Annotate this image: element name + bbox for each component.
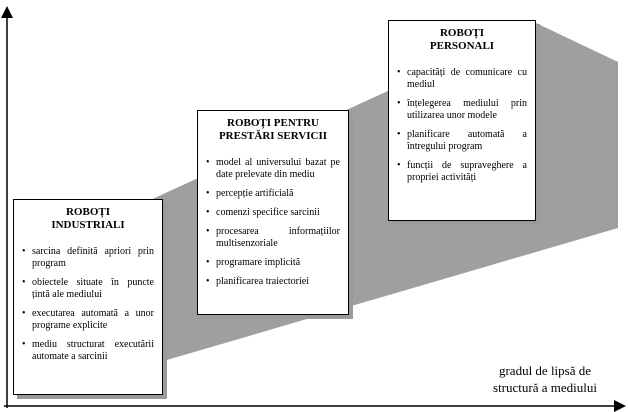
box-personal-robots [388, 20, 536, 221]
list-item: • funcții de supraveghere a propriei activități [397, 160, 527, 184]
list-item: • percepție artificială [206, 188, 340, 200]
list-item: • sarcina definită apriori prin program [22, 246, 154, 270]
box-industrial-robots [13, 199, 163, 395]
list-item: • programare implicită [206, 257, 340, 269]
list-item: • executarea automată a unor programe explicite [22, 308, 154, 332]
list-item: • mediu structurat executării automate a sarcinii [22, 339, 154, 363]
list-item: • comenzi specifice sarcinii [206, 207, 340, 219]
list-item: • obiectele situate în puncte țintă ale mediului [22, 277, 154, 301]
list-item: • planificare automată a întregului program [397, 129, 527, 153]
box-industrial-list [14, 246, 162, 363]
box-industrial-title: ROBOȚI INDUSTRIALI [51, 206, 125, 231]
list-item: • procesarea informațiilor multisenzoriale [206, 226, 340, 250]
list-item: • planificarea traiectoriei [206, 276, 340, 288]
box-services-title: ROBOȚI PENTRU PRESTĂRI SERVICII [218, 117, 328, 142]
box-services-list [198, 157, 348, 288]
box-personal-title: ROBOȚI PERSONALI [429, 27, 495, 52]
x-axis-label: gradul de lipsă de structură a mediului [493, 363, 597, 395]
box-service-robots [197, 110, 349, 315]
list-item: • înțelegerea mediului prin utilizarea unor modele [397, 98, 527, 122]
list-item: • model al universului bazat pe date prelevate din mediu [206, 157, 340, 181]
list-item: • capacități de comunicare cu mediul [397, 67, 527, 91]
box-personal-list [389, 67, 535, 184]
